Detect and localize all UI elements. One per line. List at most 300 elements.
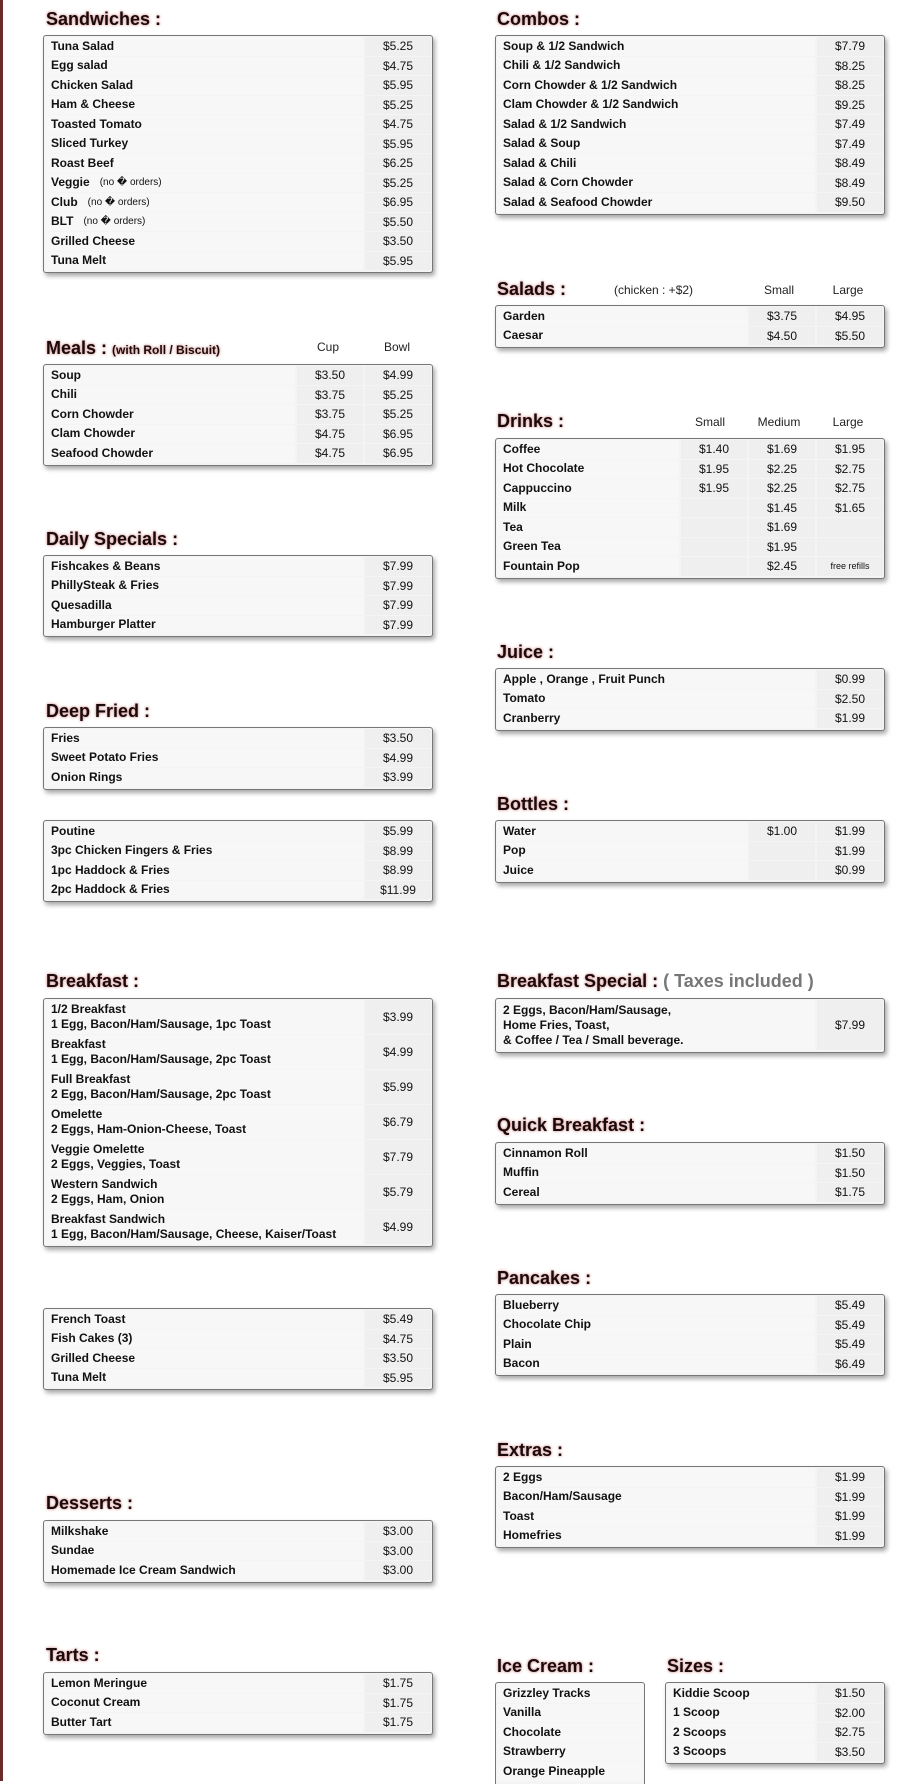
menu-row (496, 1507, 884, 1527)
menu-row (496, 842, 884, 862)
item-price: $7.99 (365, 577, 431, 596)
item-price-large: $1.65 (817, 499, 883, 518)
item-price: $7.49 (817, 115, 883, 134)
item-name-text: Tea (503, 519, 523, 534)
item-name (45, 174, 363, 193)
item-price: $4.99 (365, 1210, 431, 1244)
item-name (497, 1527, 815, 1546)
menu-row (44, 57, 432, 77)
item-price-1: $4.50 (749, 327, 815, 346)
item-price: $1.75 (817, 1183, 883, 1202)
item-name (497, 861, 747, 880)
menu-row (44, 1140, 432, 1175)
item-price-2: $6.95 (365, 444, 431, 463)
item-name-text: BLT (51, 214, 74, 229)
menu-row (44, 1561, 432, 1581)
item-name (45, 444, 295, 463)
item-name-text: French Toast (51, 1311, 126, 1326)
item-name-text: Corn Chowder & 1/2 Sandwich (503, 77, 678, 92)
menu-row (44, 1369, 432, 1389)
tarts-title: Tarts : (46, 1645, 100, 1665)
item-price-small: $1.95 (681, 479, 747, 498)
item-name (45, 1000, 363, 1034)
item-name-text: Coconut Cream (51, 1695, 141, 1710)
menu-row (44, 405, 432, 425)
item-price: $7.99 (365, 616, 431, 635)
item-name-text: Muffin (503, 1165, 539, 1180)
item-price: $5.79 (365, 1175, 431, 1209)
item-price: $8.49 (817, 174, 883, 193)
drinks-col-medium: Medium (757, 415, 801, 429)
item-name-text: Fishcakes & Beans (51, 558, 161, 573)
item-price: $9.25 (817, 96, 883, 115)
menu-row (44, 616, 432, 636)
item-name-text: Breakfast Sandwich 1 Egg, Bacon/Ham/Sausage, Cheese, Kaiser/Toast (51, 1212, 337, 1241)
taxes-included-note: ( Taxes included ) (663, 971, 814, 991)
meals-title: Meals : (with Roll / Biscuit) (46, 338, 221, 358)
item-price: $1.99 (817, 1488, 883, 1507)
item-price-large (817, 518, 883, 537)
item-name (497, 538, 679, 557)
juice-title: Juice : (497, 642, 555, 662)
menu-row (44, 444, 432, 464)
item-name (45, 1210, 363, 1244)
item-name-text: Fountain Pop (503, 558, 580, 573)
item-name-text: Roast Beef (51, 155, 114, 170)
menu-row (496, 1000, 884, 1051)
item-name (497, 709, 815, 728)
item-name (45, 1369, 363, 1388)
item-price-medium: $2.45 (749, 557, 815, 576)
item-name (497, 1000, 815, 1050)
pancakes-table (495, 1294, 885, 1376)
bottles-table (495, 820, 885, 883)
item-name-text: Salad & Soup (503, 136, 581, 151)
item-name (497, 822, 747, 841)
item-price: $2.50 (817, 690, 883, 709)
item-price: $8.99 (365, 842, 431, 861)
left-border (0, 0, 3, 1781)
item-name (45, 1070, 363, 1104)
item-name (497, 1468, 815, 1487)
menu-row (496, 307, 884, 327)
item-name (45, 768, 363, 787)
item-name (667, 1704, 815, 1723)
item-price: $1.99 (817, 1507, 883, 1526)
item-price-medium: $2.25 (749, 479, 815, 498)
item-name (497, 440, 679, 459)
item-price-small (681, 538, 747, 557)
menu-row (44, 1542, 432, 1562)
item-name (45, 135, 363, 154)
breakfast-title: Breakfast : (46, 971, 140, 991)
item-price: $3.50 (365, 1349, 431, 1368)
item-price: $1.99 (817, 1527, 883, 1546)
menu-row (496, 670, 884, 690)
menu-row (44, 1310, 432, 1330)
item-name (45, 1713, 363, 1732)
item-name-text: Strawberry (503, 1744, 566, 1759)
item-name-text: Vanilla (503, 1705, 542, 1720)
item-name (497, 1144, 815, 1163)
menu-row (496, 557, 884, 577)
item-name (497, 499, 679, 518)
item-name-text: Chili & 1/2 Sandwich (503, 58, 621, 73)
item-price: $4.75 (365, 57, 431, 76)
item-name (497, 1335, 815, 1354)
menu-row (44, 96, 432, 116)
breakfast-special-title: Breakfast Special : ( Taxes included ) (497, 971, 814, 991)
item-price-large: $2.75 (817, 479, 883, 498)
item-name (497, 842, 747, 861)
item-name-text: Apple , Orange , Fruit Punch (503, 671, 666, 686)
menu-row (44, 115, 432, 135)
juice-table (495, 668, 885, 731)
item-name (667, 1684, 815, 1703)
item-name-text: Cappuccino (503, 480, 572, 495)
menu-row (496, 57, 884, 77)
menu-row (44, 1674, 432, 1694)
item-price: $1.50 (817, 1684, 883, 1703)
salads-chicken-note: (chicken : +$2) (614, 283, 694, 297)
menu-row (496, 440, 884, 460)
extras-title: Extras : (497, 1440, 564, 1460)
item-price-1: $4.75 (297, 425, 363, 444)
item-price: $8.49 (817, 154, 883, 173)
item-name (45, 1105, 363, 1139)
item-name-text: Sundae (51, 1543, 95, 1558)
menu-row (496, 1743, 644, 1763)
menu-row (666, 1743, 884, 1763)
meals-col-bowl: Bowl (383, 340, 410, 354)
item-price: $5.25 (365, 96, 431, 115)
item-price-small: $1.40 (681, 440, 747, 459)
item-price: $6.95 (365, 193, 431, 212)
menu-row (44, 729, 432, 749)
item-name (45, 749, 363, 768)
menu-row (44, 1175, 432, 1210)
sandwiches-table (43, 35, 433, 273)
item-name (497, 1296, 815, 1315)
menu-row (496, 1335, 884, 1355)
sandwiches-title: Sandwiches : (46, 9, 162, 29)
item-name (45, 405, 295, 424)
menu-row (496, 174, 884, 194)
item-price: $1.75 (365, 1674, 431, 1693)
item-name (497, 76, 815, 95)
menu-row (44, 232, 432, 252)
menu-row (496, 1723, 644, 1743)
quick-breakfast-title: Quick Breakfast : (497, 1115, 646, 1135)
item-price: $1.75 (365, 1694, 431, 1713)
item-name-text: Sweet Potato Fries (51, 750, 159, 765)
item-price: $8.25 (817, 57, 883, 76)
item-name-text: Bacon (503, 1356, 540, 1371)
breakfast-table-2 (43, 1308, 433, 1390)
menu-row (44, 1713, 432, 1733)
item-name-text: Grizzley Tracks (503, 1685, 591, 1700)
item-price: $3.50 (365, 232, 431, 251)
item-name (45, 861, 363, 880)
extras-table (495, 1466, 885, 1548)
item-name-text: Garden (503, 308, 546, 323)
item-name (497, 1488, 815, 1507)
item-note: (no � orders) (87, 196, 150, 208)
item-name-text: Veggie (51, 175, 90, 190)
item-name (45, 37, 363, 56)
menu-row (44, 1330, 432, 1350)
menu-row (496, 690, 884, 710)
item-price: $3.50 (365, 729, 431, 748)
item-name-text: Plain (503, 1336, 532, 1351)
item-name-text: Blueberry (503, 1297, 560, 1312)
item-name (45, 1310, 363, 1329)
item-price: $5.95 (365, 1369, 431, 1388)
menu-row (44, 154, 432, 174)
item-price: $8.25 (817, 76, 883, 95)
item-name-text: Chili (51, 387, 77, 402)
menu-row (496, 460, 884, 480)
desserts-table (43, 1520, 433, 1583)
menu-row (44, 425, 432, 445)
item-price-1: $3.75 (297, 386, 363, 405)
item-name-text: Salad & 1/2 Sandwich (503, 116, 627, 131)
item-price: $0.99 (817, 670, 883, 689)
item-name-text: Tuna Salad (51, 38, 115, 53)
item-name (497, 670, 815, 689)
item-price-medium: $1.45 (749, 499, 815, 518)
menu-row (496, 1762, 644, 1782)
menu-row (496, 115, 884, 135)
item-price-2: $5.50 (817, 327, 883, 346)
item-name (497, 154, 815, 173)
item-name-text: PhillySteak & Fries (51, 578, 160, 593)
item-price: $7.49 (817, 135, 883, 154)
item-name (497, 1183, 815, 1202)
item-name-text: Cranberry (503, 710, 561, 725)
menu-row (496, 193, 884, 213)
menu-row (666, 1704, 884, 1724)
item-name (45, 76, 363, 95)
item-price-small (681, 518, 747, 537)
item-name-text: Ham & Cheese (51, 97, 136, 112)
item-name-text: Hamburger Platter (51, 617, 156, 632)
item-name (45, 577, 363, 596)
item-price-2: $4.95 (817, 307, 883, 326)
item-name (45, 425, 295, 444)
item-name-text: Breakfast 1 Egg, Bacon/Ham/Sausage, 2pc Toast (51, 1037, 271, 1066)
item-name (45, 232, 363, 251)
item-name-text: Egg salad (51, 58, 108, 73)
item-name-text: Quesadilla (51, 597, 112, 612)
item-price-2: $1.99 (817, 822, 883, 841)
menu-row (666, 1723, 884, 1743)
item-name (45, 1349, 363, 1368)
menu-row (496, 1355, 884, 1375)
item-price: $3.99 (365, 1000, 431, 1034)
item-price: $11.99 (365, 881, 431, 900)
item-name-text: Full Breakfast 2 Egg, Bacon/Ham/Sausage, 2pc Toast (51, 1072, 271, 1101)
item-name (45, 115, 363, 134)
item-name-text: Juice (503, 862, 534, 877)
drinks-col-large: Large (832, 415, 864, 429)
item-price-large (817, 538, 883, 557)
item-price-2: $1.99 (817, 842, 883, 861)
item-name (667, 1743, 815, 1762)
menu-row (496, 37, 884, 57)
item-name (497, 690, 815, 709)
menu-row (496, 709, 884, 729)
ice-cream-title: Ice Cream : (497, 1656, 595, 1676)
item-price: $9.50 (817, 193, 883, 212)
item-note: (no � orders) (83, 216, 146, 228)
item-name-text: Soup & 1/2 Sandwich (503, 38, 625, 53)
item-name-text: Butter Tart (51, 1714, 112, 1729)
drinks-col-small: Small (694, 415, 725, 429)
item-name (45, 729, 363, 748)
menu-row (44, 193, 432, 213)
item-name-text: Chocolate (503, 1724, 562, 1739)
drinks-title: Drinks : (497, 411, 565, 431)
item-name (497, 57, 815, 76)
item-name (45, 616, 363, 635)
menu-row (496, 1684, 644, 1704)
item-name (45, 386, 295, 405)
menu-row (496, 1468, 884, 1488)
deep-fried-table (43, 727, 433, 790)
item-name (45, 154, 363, 173)
meals-table (43, 364, 433, 466)
menu-row (44, 37, 432, 57)
item-name (45, 1542, 363, 1561)
item-name (497, 1723, 643, 1742)
item-name-text: Caesar (503, 328, 544, 343)
menu-row (44, 861, 432, 881)
item-price: $3.00 (365, 1561, 431, 1580)
item-name (45, 1330, 363, 1349)
menu-row (44, 1522, 432, 1542)
menu-row (44, 76, 432, 96)
menu-row (496, 518, 884, 538)
quick-breakfast-table (495, 1142, 885, 1205)
menu-row (44, 366, 432, 386)
item-name (45, 213, 363, 232)
item-name-text: Onion Rings (51, 769, 123, 784)
item-price: $5.95 (365, 76, 431, 95)
meals-subtitle: (with Roll / Biscuit) (112, 343, 221, 357)
item-name-text: 3 Scoops (673, 1744, 727, 1759)
item-name (497, 174, 815, 193)
item-price-1 (749, 842, 815, 861)
item-name (497, 1164, 815, 1183)
deep-fried-title: Deep Fried : (46, 701, 151, 721)
item-name-text: Tuna Melt (51, 253, 107, 268)
item-price: $5.25 (365, 174, 431, 193)
menu-row (44, 213, 432, 233)
item-name-text: Salad & Seafood Chowder (503, 194, 653, 209)
meals-col-cup: Cup (316, 340, 339, 354)
item-name-text: Fries (51, 730, 80, 745)
menu-row (44, 135, 432, 155)
item-name-text: Clam Chowder (51, 426, 136, 441)
item-name (45, 57, 363, 76)
item-name-text: Soup (51, 367, 81, 382)
daily-specials-table (43, 555, 433, 637)
item-name-text: Cereal (503, 1184, 540, 1199)
item-price: $4.99 (365, 1035, 431, 1069)
menu-row (44, 1070, 432, 1105)
menu-row (496, 499, 884, 519)
item-name (45, 1522, 363, 1541)
menu-row (496, 861, 884, 881)
item-name (497, 1704, 643, 1723)
item-name-text: 2 Scoops (673, 1724, 727, 1739)
item-price-large: $1.95 (817, 440, 883, 459)
menu-row (496, 96, 884, 116)
item-name (667, 1723, 815, 1742)
item-price: $7.79 (365, 1140, 431, 1174)
menu-row (44, 749, 432, 769)
breakfast-table (43, 998, 433, 1247)
item-price-small (681, 499, 747, 518)
item-price: $3.50 (817, 1743, 883, 1762)
salads-table (495, 305, 885, 348)
salads-col-small: Small (763, 283, 794, 297)
item-name (497, 37, 815, 56)
item-name-text: Salad & Chili (503, 155, 577, 170)
item-name-text: 1pc Haddock & Fries (51, 862, 170, 877)
item-price: $7.99 (365, 557, 431, 576)
item-price-large: free refills (817, 557, 883, 576)
item-name-text: Poutine (51, 823, 95, 838)
menu-row (496, 1144, 884, 1164)
item-name-text: 2pc Haddock & Fries (51, 882, 170, 897)
item-price-1: $1.00 (749, 822, 815, 841)
item-name (45, 1694, 363, 1713)
item-price-1: $3.75 (297, 405, 363, 424)
item-price: $3.00 (365, 1542, 431, 1561)
menu-row (44, 252, 432, 272)
menu-row (496, 1183, 884, 1203)
item-name (45, 366, 295, 385)
item-name-text: Water (503, 823, 536, 838)
item-name (497, 1684, 643, 1703)
item-price-medium: $1.95 (749, 538, 815, 557)
item-price: $2.75 (817, 1723, 883, 1742)
item-price: $5.95 (365, 135, 431, 154)
item-price: $5.49 (817, 1335, 883, 1354)
item-name (45, 881, 363, 900)
item-price: $6.49 (817, 1355, 883, 1374)
item-name (497, 1507, 815, 1526)
item-name-text: 1 Scoop (673, 1705, 720, 1720)
item-name-text: Fish Cakes (3) (51, 1331, 133, 1346)
menu-row (496, 1316, 884, 1336)
item-name-text: Western Sandwich 2 Eggs, Ham, Onion (51, 1177, 165, 1206)
item-name-text: 3pc Chicken Fingers & Fries (51, 843, 213, 858)
menu-row (44, 768, 432, 788)
item-price: $6.79 (365, 1105, 431, 1139)
pancakes-title: Pancakes : (497, 1268, 592, 1288)
item-price-2: $5.25 (365, 386, 431, 405)
bottles-title: Bottles : (497, 794, 569, 814)
menu-row (44, 596, 432, 616)
drinks-table (495, 438, 885, 579)
item-name-text: Tomato (503, 691, 546, 706)
item-name (497, 307, 747, 326)
item-price: $3.00 (365, 1522, 431, 1541)
item-price: $5.99 (365, 1070, 431, 1104)
